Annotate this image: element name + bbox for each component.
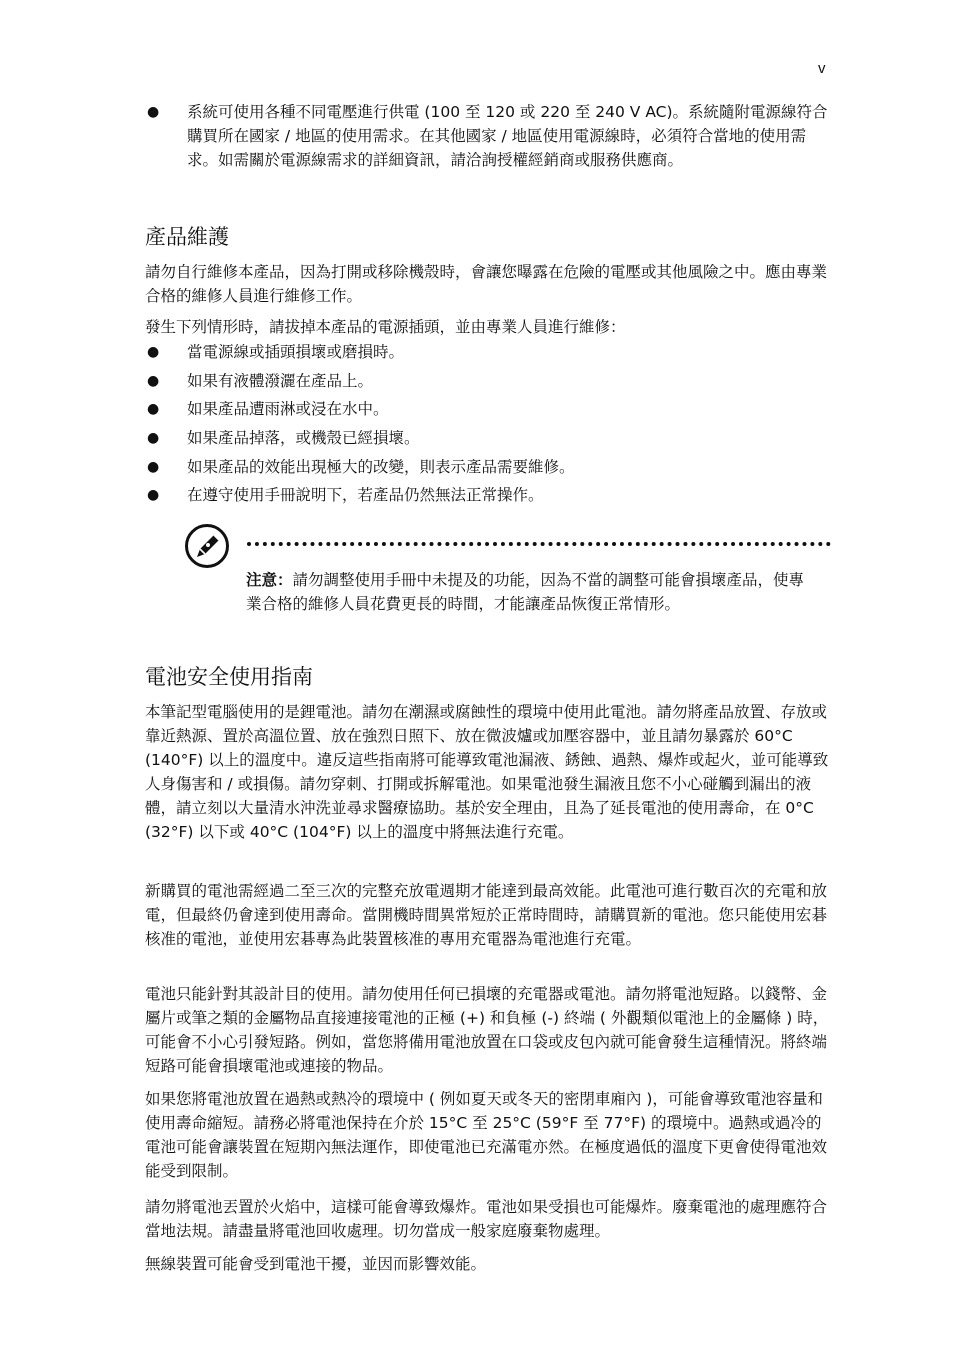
list-item — [145, 369, 831, 393]
bullet-icon: ● — [147, 104, 160, 120]
bullet-icon: ● — [147, 401, 160, 417]
list-item — [145, 397, 831, 421]
list-item — [145, 426, 831, 450]
bullet-icon: ● — [147, 373, 160, 389]
battery-paragraph: 電池只能針對其設計目的使用。請勿使用任何已損壞的充電器或電池。請勿將電池短路。以錢幣、金屬片或筆之類的金屬物品直接連接電池的正極 (+) 和負極 (-) 終端 ( 外觀類似電池上的金屬條 ) 時，可能會不小心引發短路。例如，當您將備用電池放置在口袋或皮包內就可能會發生這種情況。將終端短路可能會損壞電池或連接的物品。 — [145, 985, 829, 1075]
note-text: 請勿調整使用手冊中未提及的功能，因為不當的調整可能會損壞產品，使專業合格的維修人員花費更長的時間，才能讓產品恢復正常情形。 — [246, 571, 805, 613]
list-item-text: 如果產品遭雨淋或浸在水中。 — [187, 400, 389, 418]
list-item-text: 在遵守使用手冊說明下，若產品仍然無法正常操作。 — [187, 486, 544, 504]
note-pencil-icon — [184, 523, 230, 569]
battery-paragraph: 如果您將電池放置在過熱或熱冷的環境中 ( 例如夏天或冬天的密閉車廂內 )，可能會導致電池容量和使用壽命縮短。請務必將電池保持在介於 15°C 至 25°C (59°F 至 77°F) 的環境中。過熱或過冷的電池可能會讓裝置在短期內無法運作，即使電池已充滿電亦然。在極度過低的溫度下更會使得電池效能受到限制。 — [145, 1090, 828, 1180]
list-item-text: 當電源線或插頭損壞或磨損時。 — [187, 343, 405, 361]
maintenance-paragraph-2: 發生下列情形時，請拔掉本產品的電源插頭，並由專業人員進行維修： — [145, 318, 626, 336]
section-heading-maintenance: 產品維護 — [145, 225, 229, 249]
battery-paragraph: 新購買的電池需經過二至三次的完整充放電週期才能達到最高效能。此電池可進行數百次的充電和放電，但最終仍會達到使用壽命。當開機時間異常短於正常時間時，請購買新的電池。您只能使用宏碁核准的電池，並使用宏碁專為此裝置核准的專用充電器為電池進行充電。 — [145, 882, 828, 948]
section-heading-battery: 電池安全使用指南 — [145, 665, 313, 689]
note-box — [246, 568, 806, 616]
note-label: 注意： — [246, 571, 293, 589]
note-divider — [247, 542, 831, 546]
battery-paragraph: 無線裝置可能會受到電池干擾，並因而影響效能。 — [145, 1255, 487, 1273]
bullet-icon: ● — [147, 430, 160, 446]
bullet-text: 系統可使用各種不同電壓進行供電 (100 至 120 或 220 至 240 V AC)。系統隨附電源線符合購買所在國家 / 地區的使用需求。在其他國家 / 地區使用電源線時，必須符合當地的使用需求。如需關於電源線需求的詳細資訊，請洽詢授權經銷商或服務供應商。 — [187, 103, 828, 169]
list-item — [145, 483, 831, 507]
maintenance-paragraph-1: 請勿自行維修本產品，因為打開或移除機殼時，會讓您曝露在危險的電壓或其他風險之中。應由專業合格的維修人員進行維修工作。 — [145, 263, 828, 305]
page-number: v — [818, 60, 826, 77]
list-item-text: 如果產品掉落，或機殼已經損壞。 — [187, 429, 420, 447]
battery-paragraph: 請勿將電池丟置於火焰中，這樣可能會導致爆炸。電池如果受損也可能爆炸。廢棄電池的處理應符合當地法規。請盡量將電池回收處理。切勿當成一般家庭廢棄物處理。 — [145, 1198, 828, 1240]
list-item — [145, 455, 831, 479]
list-item — [145, 340, 831, 364]
bullet-icon: ● — [147, 487, 160, 503]
battery-paragraph: 本筆記型電腦使用的是鋰電池。請勿在潮濕或腐蝕性的環境中使用此電池。請勿將產品放置、存放或靠近熱源、置於高溫位置、放在強烈日照下、放在微波爐或加壓容器中，並且請勿暴露於 60°C (140°F) 以上的溫度中。違反這些指南將可能導致電池漏液、銹蝕、過熱、爆炸或起火，並可能導致人身傷害和 / 或損傷。請勿穿刺、打開或拆解電池。如果電池發生漏液且您不小心碰觸到漏出的液體，請立刻以大量清水沖洗並尋求醫療協助。基於安全理由，且為了延長電池的使用壽命，在 0°C (32°F) 以下或 40°C (104°F) 以上的溫度中將無法進行充電。 — [145, 703, 829, 841]
power-requirements-bullet — [145, 100, 831, 172]
bullet-icon: ● — [147, 344, 160, 360]
list-item-text: 如果有液體潑灑在產品上。 — [187, 372, 374, 390]
list-item-text: 如果產品的效能出現極大的改變，則表示產品需要維修。 — [187, 458, 575, 476]
bullet-icon: ● — [147, 459, 160, 475]
